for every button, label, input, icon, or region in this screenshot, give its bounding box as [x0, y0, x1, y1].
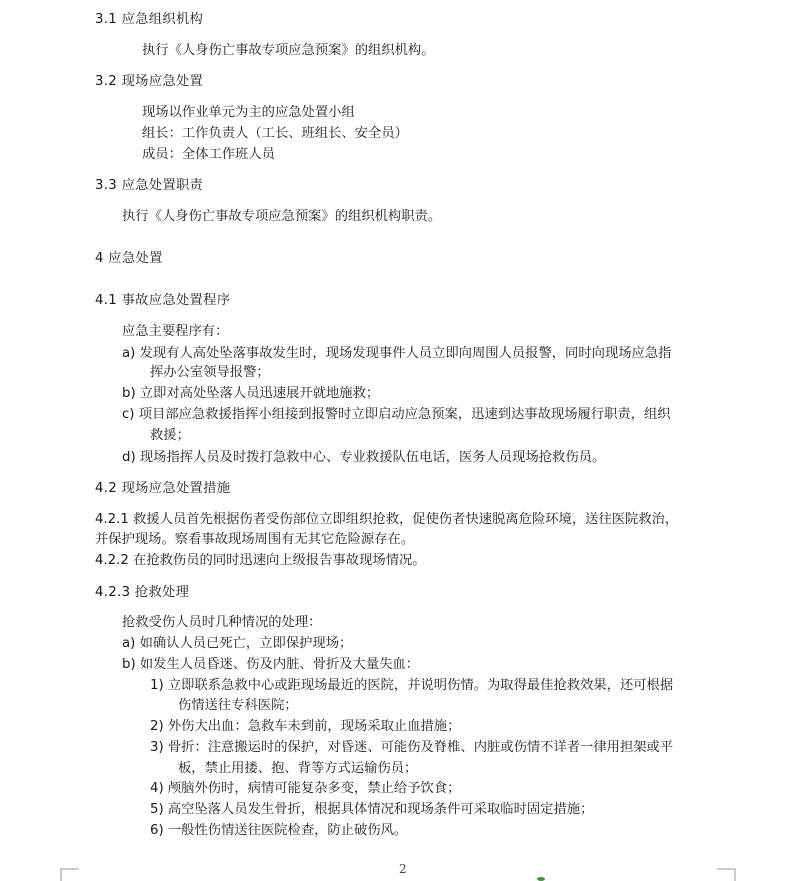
text-line: 3.3 应急处置职责	[95, 178, 204, 193]
text-line: 1) 立即联系急救中心或距现场最近的医院，并说明伤情。为取得最佳抢救效果，还可根据	[150, 678, 674, 693]
text-line: 执行《人身伤亡事故专项应急预案》的组织机构职责。	[122, 209, 442, 224]
text-line: b) 如发生人员昏迷、伤及内脏、骨折及大量失血：	[122, 657, 420, 672]
text-line: 4 应急处置	[95, 251, 163, 266]
text-line: 救援；	[150, 428, 190, 443]
text-line: d) 现场指挥人员及时拨打急救中心、专业救援队伍电话，医务人员现场抢救伤员。	[122, 450, 606, 465]
text-line: 板，禁止用搂、抱、背等方式运输伤员；	[178, 761, 418, 776]
text-line: 现场以作业单元为主的应急处置小组	[142, 105, 355, 120]
page-number: 2	[399, 862, 407, 876]
cursor-fragment-icon	[536, 876, 546, 881]
crop-mark-bottom-right	[716, 868, 736, 881]
text-line: 4) 颅脑外伤时，病情可能复杂多变，禁止给予饮食；	[150, 781, 461, 796]
text-line: 成员：全体工作班人员	[142, 147, 275, 162]
text-line: 4.2.1 救援人员首先根据伤者受伤部位立即组织抢救，促使伤者快速脱离危险环境，送往医院救治，	[95, 512, 679, 527]
text-line: 4.2.2 在抢救伤员的同时迅速向上级报告事故现场情况。	[95, 553, 426, 568]
text-line: 3.2 现场应急处置	[95, 74, 204, 89]
text-line: 3.1 应急组织机构	[95, 12, 204, 27]
crop-mark-bottom-left	[60, 868, 80, 881]
text-line: 4.1 事故应急处置程序	[95, 293, 231, 308]
text-line: c) 项目部应急救援指挥小组接到报警时立即启动应急预案，迅速到达事故现场履行职责，组织	[122, 407, 671, 422]
text-line: 应急主要程序有：	[122, 324, 229, 339]
text-line: 2) 外伤大出血：急救车未到前，现场采取止血措施；	[150, 719, 461, 734]
text-line: 4.2.3 抢救处理	[95, 585, 190, 600]
text-line: 6) 一般性伤情送往医院检查，防止破伤风。	[150, 823, 408, 838]
text-line: 组长：工作负责人（工长、班组长、安全员）	[142, 126, 408, 141]
text-line: 4.2 现场应急处置措施	[95, 481, 231, 496]
text-line: a) 如确认人员已死亡，立即保护现场；	[122, 636, 353, 651]
text-line: 挥办公室领导报警；	[150, 365, 270, 380]
text-line: 并保护现场。察看事故现场周围有无其它危险源存在。	[95, 532, 415, 547]
text-line: 抢救受伤人员时几种情况的处理：	[122, 615, 322, 630]
text-line: b) 立即对高处坠落人员迅速展开就地施救；	[122, 386, 380, 401]
text-line: 执行《人身伤亡事故专项应急预案》的组织机构。	[142, 43, 435, 58]
text-line: a) 发现有人高处坠落事故发生时，现场发现事件人员立即向周围人员报警，同时向现场应急指	[122, 346, 672, 361]
text-line: 5) 高空坠落人员发生骨折，根据具体情况和现场条件可采取临时固定措施；	[150, 802, 594, 817]
text-line: 3) 骨折：注意搬运时的保护，对昏迷、可能伤及脊椎、内脏或伤情不详者一律用担架或平	[150, 740, 674, 755]
text-line: 伤情送往专科医院；	[178, 698, 298, 713]
